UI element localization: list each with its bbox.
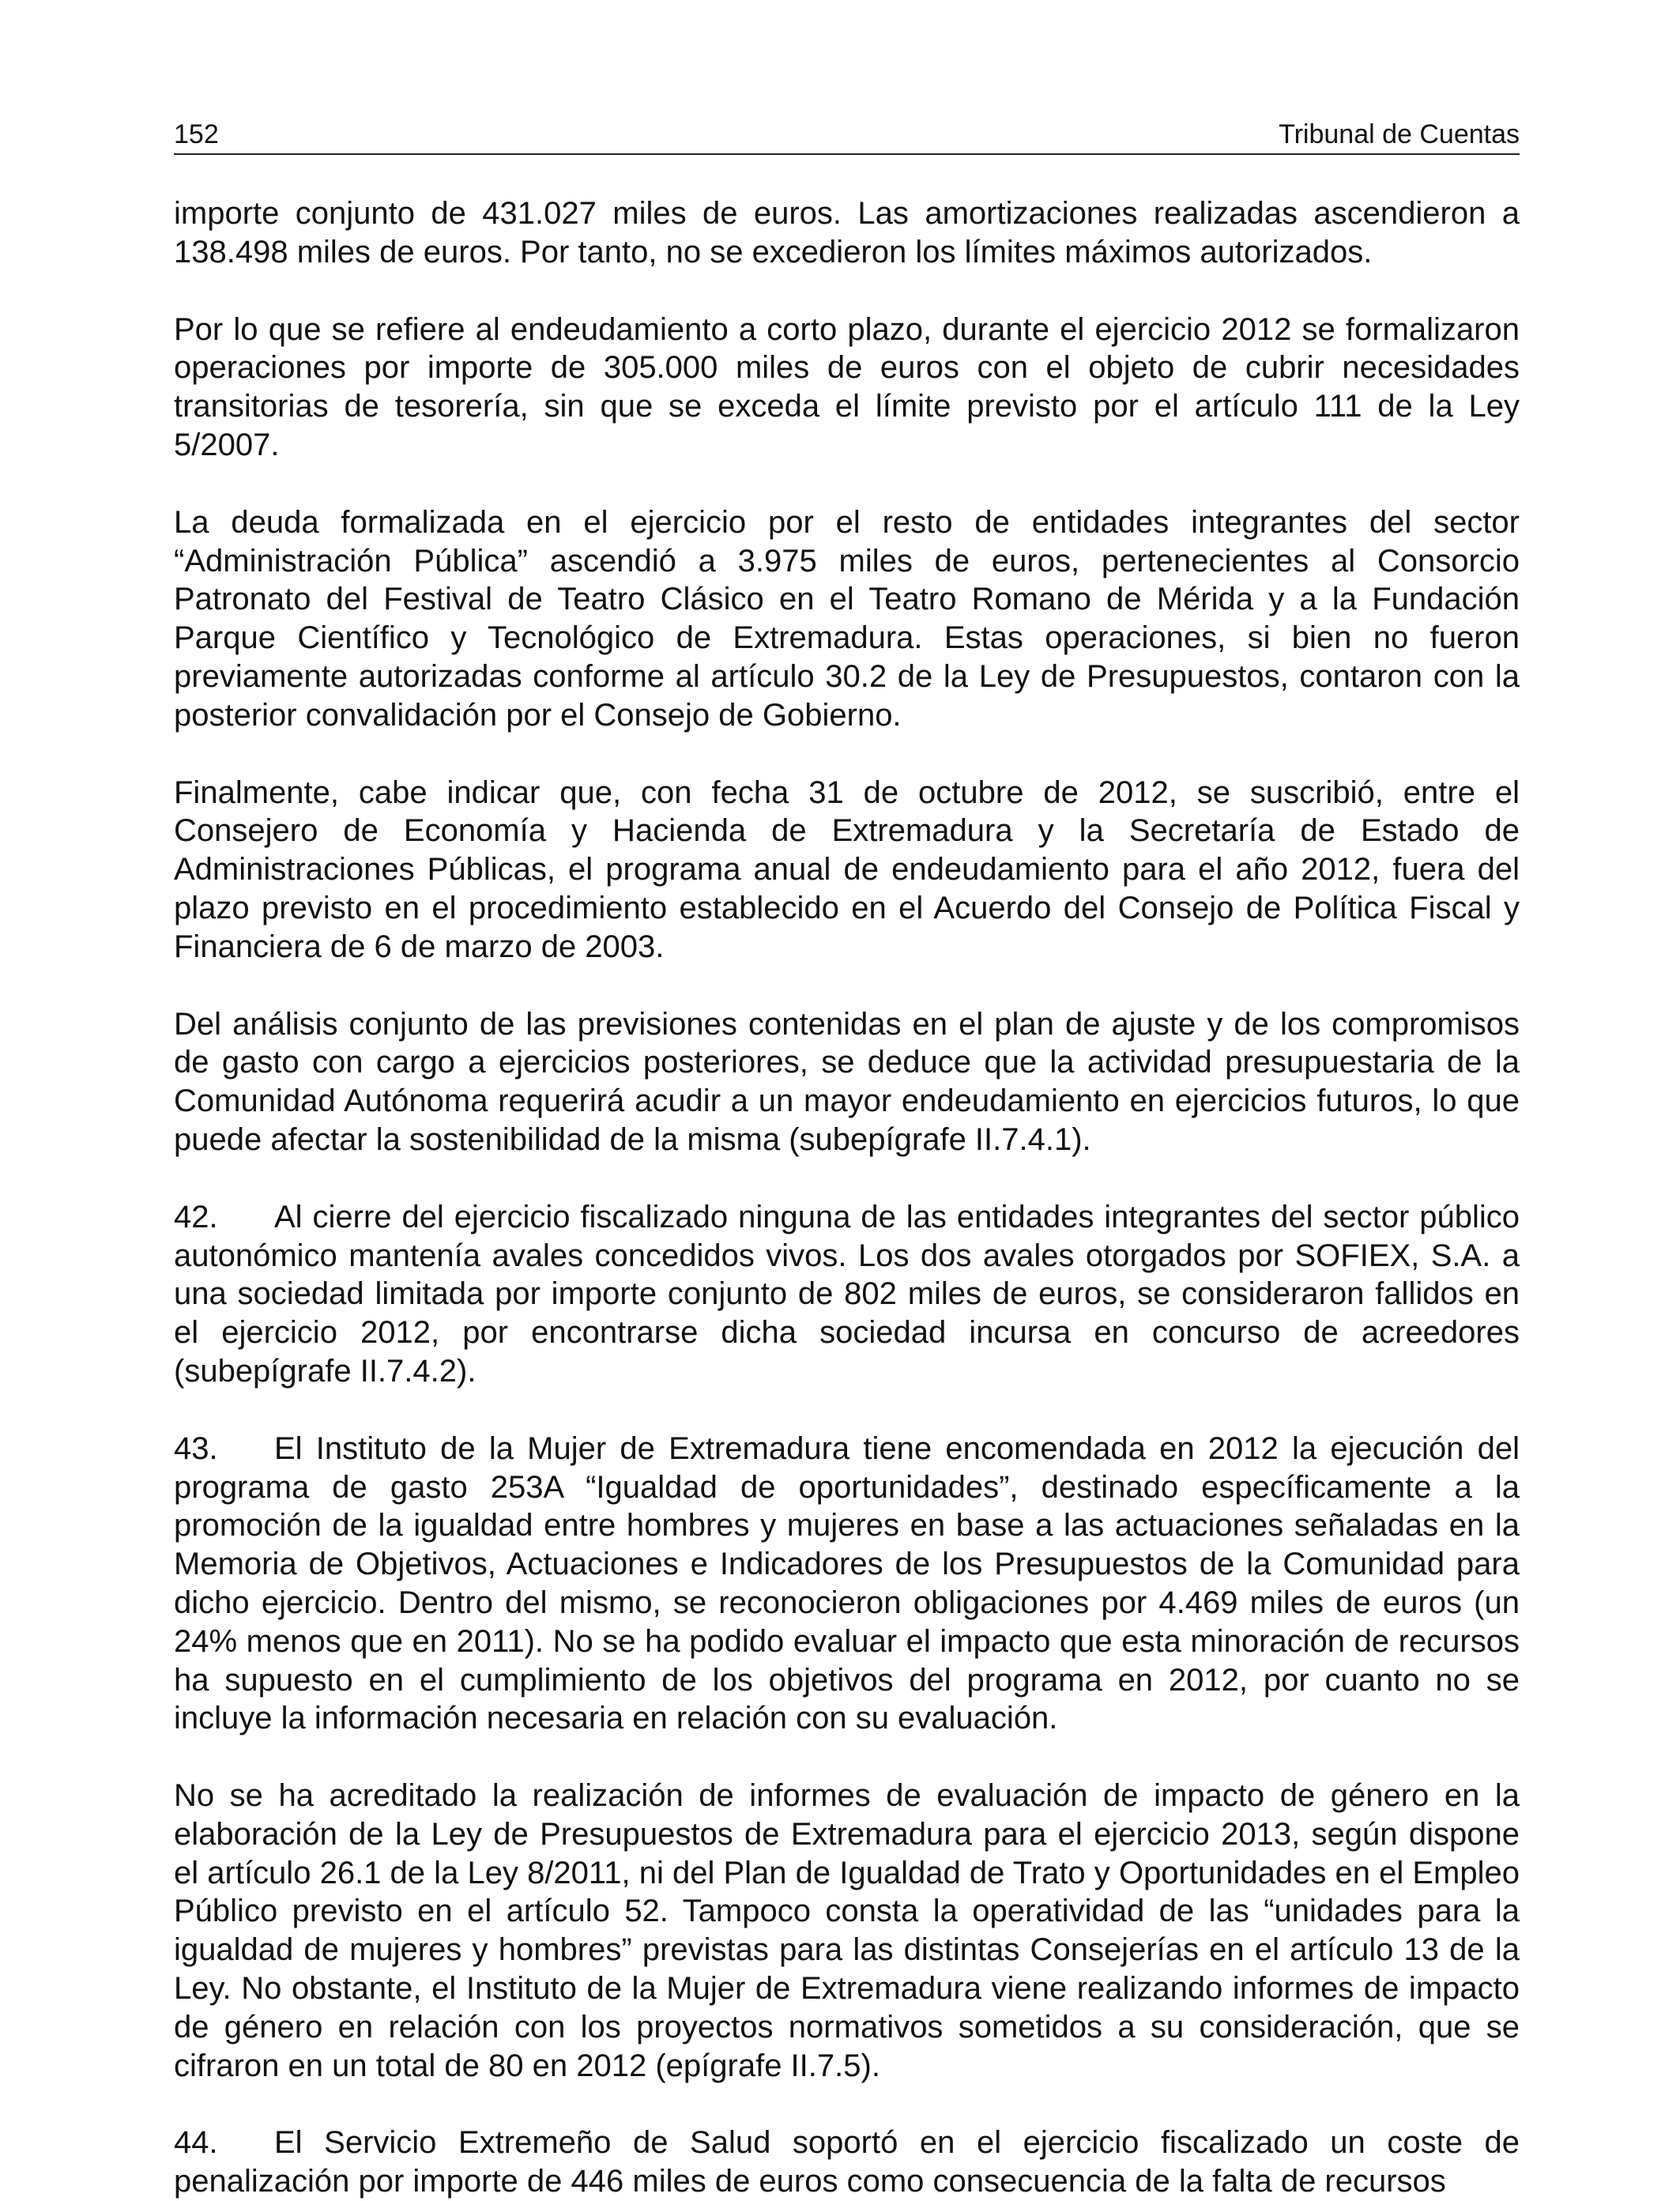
numbered-paragraph xyxy=(174,2124,1520,2201)
document-body xyxy=(174,194,1520,2201)
paragraph xyxy=(174,311,1520,465)
paragraph xyxy=(174,194,1520,272)
paragraph-text: importe conjunto de 431.027 miles de euros. Las amortizaciones realizadas ascendieron a 138.498 miles de euros. Por tanto, no se excedieron los límites máximos autorizados. xyxy=(174,196,1520,269)
paragraph-text: Finalmente, cabe indicar que, con fecha 31 de octubre de 2012, se suscribió, entre el Consejero de Economía y Hacienda de Extremadura y la Secretaría de Estado de Administraciones Públicas, el programa anual de endeudamiento para el año 2012, fuera del plazo previsto en el procedimiento establecido en el Acuerdo del Consejo de Política Fiscal y Financiera de 6 de marzo de 2003. xyxy=(174,774,1520,964)
paragraph-text: Al cierre del ejercicio fiscalizado ninguna de las entidades integrantes del sector público autonómico mantenía avales concedidos vivos. Los dos avales otorgados por SOFIEX, S.A. a una sociedad limitada por importe conjunto de 802 miles de euros, se consideraron fallidos en el ejercicio 2012, por encontrarse dicha sociedad incursa en concurso de acreedores (subepígrafe II.7.4.2). xyxy=(174,1199,1520,1389)
paragraph-number: 43. xyxy=(174,1430,218,1466)
numbered-paragraph xyxy=(174,1198,1520,1391)
page-header xyxy=(174,117,1520,155)
paragraph xyxy=(174,1005,1520,1159)
paragraph-number: 42. xyxy=(174,1199,218,1234)
paragraph-text: El Instituto de la Mujer de Extremadura tiene encomendada en 2012 la ejecución del programa de gasto 253A “Igualdad de oportunidades”, destinado específicamente a la promoción de la igualdad entre hombres y mujeres en base a las actuaciones señaladas en la Memoria de Objetivos, Actuaciones e Indicadores de los Presupuestos de la Comunidad para dicho ejercicio. Dentro del mismo, se reconocieron obligaciones por 4.469 miles de euros (un 24% menos que en 2011). No se ha podido evaluar el impacto que esta minoración de recursos ha supuesto en el cumplimiento de los objetivos del programa en 2012, por cuanto no se incluye la información necesaria en relación con su evaluación. xyxy=(174,1430,1520,1736)
page-number: 152 xyxy=(174,119,219,149)
paragraph-text: Del análisis conjunto de las previsiones contenidas en el plan de ajuste y de los compromisos de gasto con cargo a ejercicios posteriores, se deduce que la actividad presupuestaria de la Comunidad Autónoma requerirá acudir a un mayor endeudamiento en ejercicios futuros, lo que puede afectar la sostenibilidad de la misma (subepígrafe II.7.4.1). xyxy=(174,1006,1520,1157)
paragraph-text: El Servicio Extremeño de Salud soportó en el ejercicio fiscalizado un coste de penalización por importe de 446 miles de euros como consecuencia de la falta de recursos xyxy=(174,2125,1520,2199)
paragraph-text: No se ha acreditado la realización de informes de evaluación de impacto de género en la elaboración de la Ley de Presupuestos de Extremadura para el ejercicio 2013, según dispone el artículo 26.1 de la Ley 8/2011, ni del Plan de Igualdad de Trato y Oportunidades en el Empleo Público previsto en el artículo 52. Tampoco consta la operatividad de las “unidades para la igualdad de mujeres y hombres” previstas para las distintas Consejerías en el artículo 13 de la Ley. No obstante, el Instituto de la Mujer de Extremadura viene realizando informes de impacto de género en relación con los proyectos normativos sometidos a su consideración, que se cifraron en un total de 80 en 2012 (epígrafe II.7.5). xyxy=(174,1778,1520,2083)
running-header: Tribunal de Cuentas xyxy=(1279,119,1520,149)
paragraph-text: La deuda formalizada en el ejercicio por el resto de entidades integrantes del sector “Administración Pública” ascendió a 3.975 miles de euros, pertenecientes al Consorcio Patronato del Festival de Teatro Clásico en el Teatro Romano de Mérida y a la Fundación Parque Científico y Tecnológico de Extremadura. Estas operaciones, si bien no fueron previamente autorizadas conforme al artículo 30.2 de la Ley de Presupuestos, contaron con la posterior convalidación por el Consejo de Gobierno. xyxy=(174,504,1520,733)
paragraph-number: 44. xyxy=(174,2125,218,2161)
paragraph xyxy=(174,1777,1520,2085)
paragraph xyxy=(174,503,1520,735)
numbered-paragraph xyxy=(174,1430,1520,1738)
paragraph xyxy=(174,774,1520,967)
paragraph-text: Por lo que se refiere al endeudamiento a corto plazo, durante el ejercicio 2012 se formalizaron operaciones por importe de 305.000 miles de euros con el objeto de cubrir necesidades transitorias de tesorería, sin que se exceda el límite previsto por el artículo 111 de la Ley 5/2007. xyxy=(174,311,1520,462)
